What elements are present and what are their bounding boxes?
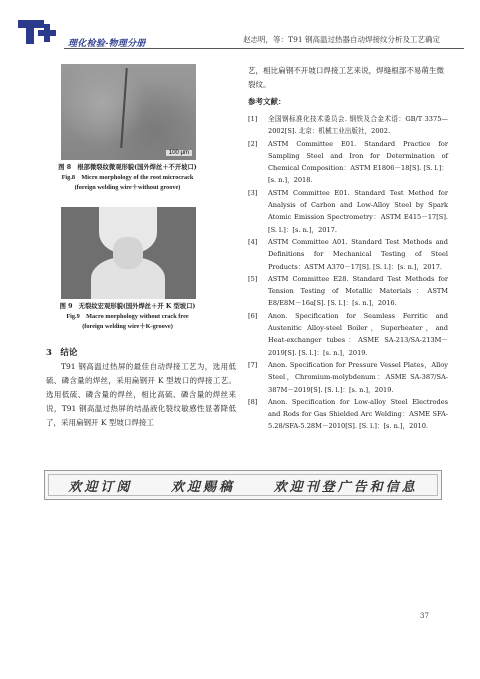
figure-9-macrograph [61,207,196,299]
figure-8-caption-en-1: Fig.8 Micro morphology of the root microcrack [61,174,194,181]
conclusion-continuation: 艺，相比扁钢不开坡口焊接工艺来说，焊缝根部不易萌生微裂纹。 [248,66,444,89]
section-heading: 3 结论 [46,348,78,358]
conclusion-paragraph: T91 钢高温过热屏的最佳自动焊接工艺为，选用低硫、磷含量的焊丝，采用扁钢开 K 型坡口的焊接工艺。选用低硫、磷含量的焊丝，相比高硫、磷含量的焊丝来说，T91 钢高温过热屏的结晶液化裂纹敏感性显著降低了，采用扁钢开 K 型坡口焊接工 [46,362,236,427]
banner-submit-text: 欢迎赐稿 [170,479,235,495]
weld-bead [113,237,143,269]
banner-inner-frame [48,474,438,496]
figure-8-caption [40,163,215,193]
figure-9-caption-en-1: Fig.9 Macro morphology without crack free [66,313,189,320]
subscription-banner [44,470,442,500]
reference-item: [7] Anon. Specification for Pressure Vessel Plates，Alloy Steel，Chromium-molybdenum：ASME SA-387/SA-387M－2019[S]. [S. l.]：[s. n.]，2019. [248,360,448,394]
running-head: 赵志明，等：T91 钢高温过热器自动焊接纹分析及工艺确定 [243,35,440,44]
reference-item: [6] Anon. Specification for Seamless Ferritic and Austenitic Alloy-steel Boiler，Superheater，and Heat-exchanger tubes：ASME SA-213/SA-213M－2019[S]. [S. l.]：[s. n.]，2019. [248,311,448,357]
reference-item: [1] 全国钢标准化技术委员会. 钢铁及合金术语：GB/T 3375—2002[S]. 北京：机械工业出版社，2002. [248,115,448,136]
page-number: 37 [420,612,429,620]
figure-8-micrograph [61,64,196,160]
journal-name: 理化检验-物理分册 [68,38,146,48]
reference-item: [2] ASTM Committee E01. Standard Practice for Sampling Steel and Iron for Determination of Chemical Composition：ASTM E1806－18[S]. [S. l.]：[s. n.]，2018. [248,139,448,185]
figure-9-caption-en-2: (foreign welding wire＋K-groove) [82,323,173,330]
banner-subscribe-text: 欢迎订阅 [68,479,133,495]
figure-8-caption-cn: 图 8 根部微裂纹微观形貌(国外焊丝＋不开坡口) [58,164,197,171]
reference-item: [3] ASTM Committee E01. Standard Test Method for Analysis of Carbon and Low-Alloy Steel by Spark Atomic Emission Spectrometry：ASTM E415－17[S]. [S. l.]：[s. n.]，2017. [248,188,448,234]
banner-advertise-text: 欢迎刊登广告和信息 [273,479,418,495]
reference-item: [8] Anon. Specification for Low-alloy Steel Electrodes and Rods for Gas Shielded Arc Welding：ASME SFA-5.28/SFA-5.28M－2010[S]. [S. l.]：[s. n.]，2010. [248,397,448,431]
scale-bar-label: 100 μm [166,150,192,156]
figure-9-caption-cn: 图 9 无裂纹宏观形貌(国外焊丝＋开 K 型坡口) [59,303,196,310]
header-rule [64,48,464,49]
journal-logo [18,18,58,46]
references-title: 参考文献： [248,97,286,106]
reference-item: [4] ASTM Committee A01. Standard Test Methods and Definitions for Mechanical Testing of Steel Products：ASTM A370－17[S]. [S. l.]：[s. n.]，2017. [248,237,448,271]
figure-9-caption [40,302,215,332]
reference-item: [5] ASTM Committee E28. Standard Test Methods for Tension Testing of Metallic Materials：ASTM E8/E8M－16a[S]. [S. l.]：[s. n.]，2016. [248,274,448,308]
reference-list [248,113,448,433]
figure-8-caption-en-2: (foreign welding wire＋without groove) [74,184,181,191]
